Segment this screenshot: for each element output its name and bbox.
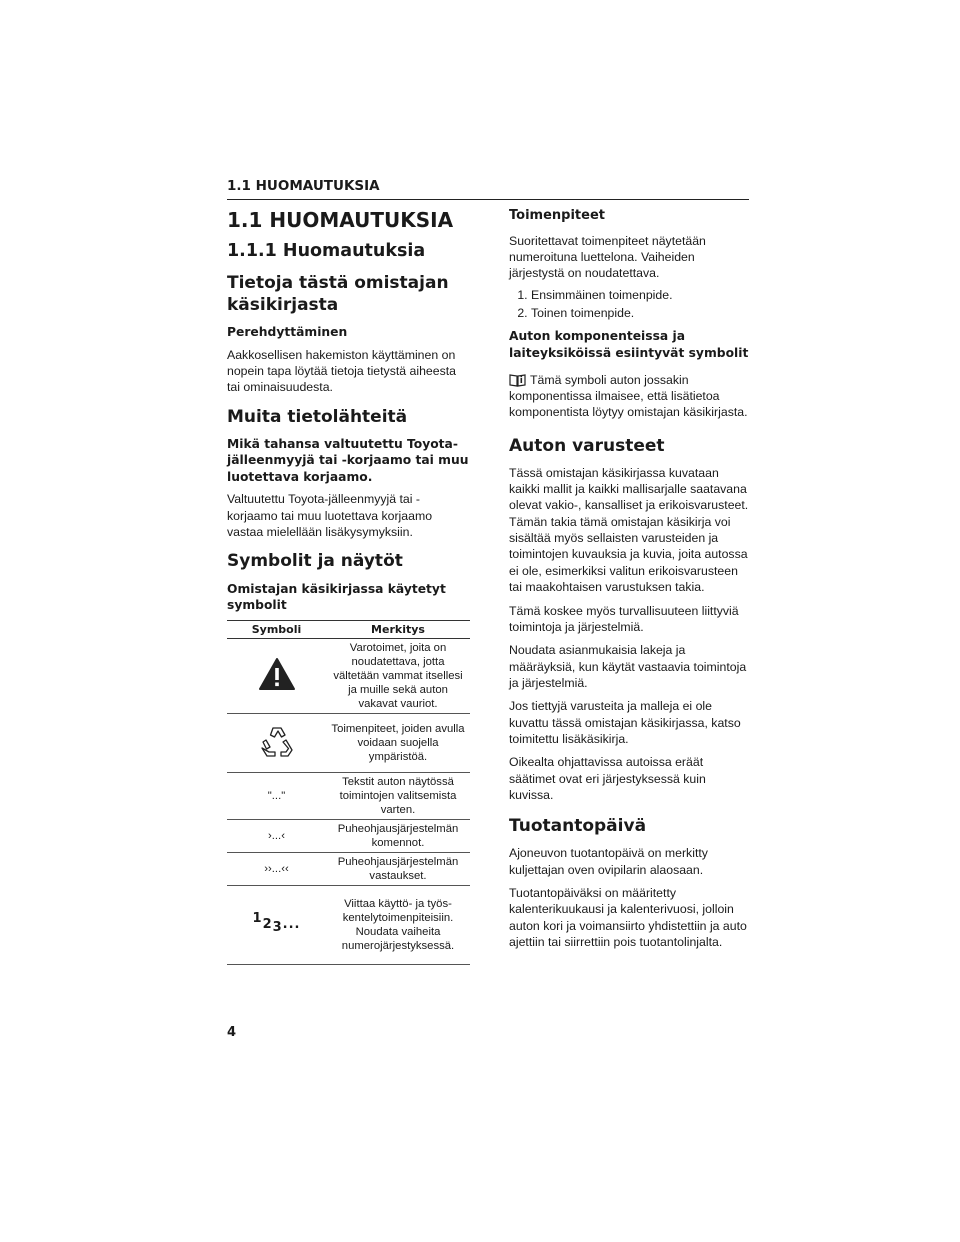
table-cell-meaning: Toimenpiteet, joiden avulla voidaan suojella ympäristöä. xyxy=(326,713,470,772)
steps-text: Suoritettavat toimenpiteet näytetään numeroituna luettelona. Vaiheiden järjestystä on noudatettava. xyxy=(509,233,706,281)
equipment-heading: Auton varusteet xyxy=(509,435,665,456)
table-cell-symbol: "..." xyxy=(227,772,326,819)
step-numbers-icon: 123... xyxy=(252,910,301,935)
steps-heading: Toimenpiteet xyxy=(509,208,605,223)
running-header: 1.1 HUOMAUTUKSIA xyxy=(227,178,749,200)
table-cell-symbol: ››...‹‹ xyxy=(227,852,326,885)
symbols-table xyxy=(227,620,470,965)
production-text-2: Tuotantopäiväksi on määritetty kalenterikuukausi ja kalenterivuosi, jolloin auton kori ja voimansiirto yhdistettiin ja auto ajettiin tai siirrettiin pois tuotantolinjalta. xyxy=(509,886,747,950)
table-cell-symbol: ›...‹ xyxy=(227,819,326,852)
equipment-text-1: Tässä omistajan käsikirjassa kuvataan kaikki mallit ja kaikki mallisarjalle saatavana olevat vakio-, kansalliset ja erikoisvarusteet. Tämän takia tämä omistajan käsikirja voi sisältää myös sellaisten varusteiden ja toimintojen kuvauksia ja kuvia, joita autossa ei ole, esimerkiksi valitun erikoisvarusteen tai maakohtaisen varustuksen takia. xyxy=(509,465,749,595)
intro-text: Aakkosellisen hakemiston käyttäminen on nopein tapa löytää tietoja tietystä aiheesta tai ominaisuudesta. xyxy=(227,347,457,395)
table-row xyxy=(227,772,470,819)
list-item: 2. Toinen toimenpide. xyxy=(531,304,749,322)
recycle-icon xyxy=(259,723,295,759)
table-row xyxy=(227,885,470,964)
right-column xyxy=(509,207,749,957)
left-column xyxy=(227,207,470,965)
dealer-text: Valtuutettu Toyota-jälleenmyyjä tai -korjaamo tai muu luotettava korjaamo vastaa mielellään lisäkysymyksiin. xyxy=(227,492,433,540)
equipment-text-4: Jos tiettyjä varusteita ja malleja ei ole kuvattu tässä omistajan käsikirjassa, katso toimitettu lisäkäsikirja. xyxy=(509,699,741,746)
col-meaning-header: Merkitys xyxy=(326,620,470,638)
table-cell-meaning: Viittaa käyttö- ja työs-kentelytoimenpiteisiin. Noudata vaiheita numerojärjestyksessä. xyxy=(326,885,470,964)
components-heading: Auton komponenteissa ja laiteyksiköissä esiintyvät symbolit xyxy=(509,329,749,361)
table-row xyxy=(227,638,470,713)
table-cell-meaning: Puheohjausjärjestelmän vastaukset. xyxy=(326,852,470,885)
page-number: 4 xyxy=(227,1025,237,1040)
equipment-text-2: Tämä koskee myös turvallisuuteen liittyviä toimintoja ja järjestelmiä. xyxy=(509,603,739,634)
sources-heading: Muita tietolähteitä xyxy=(227,406,408,427)
table-cell-symbol xyxy=(227,713,326,772)
steps-list xyxy=(509,286,749,323)
table-cell-symbol xyxy=(227,638,326,713)
dealer-heading: Mikä tahansa valtuutettu Toyota-jälleenmyyjä tai -korjaamo tai muu luotettava korjaamo. xyxy=(227,436,469,484)
production-heading: Tuotantopäivä xyxy=(509,816,647,837)
warning-triangle-icon xyxy=(258,657,296,691)
table-row xyxy=(227,713,470,772)
equipment-text-3: Noudata asianmukaisia lakeja ja määräyksiä, kun käytät vastaavia toimintoja ja järjestelmiä. xyxy=(509,643,747,690)
table-cell-meaning: Varotoimet, joita on noudatettava, jotta vältetään vammat itsellesi ja muille sekä auton vakavat vauriot. xyxy=(326,638,470,713)
table-row xyxy=(227,852,470,885)
equipment-text-5: Oikealta ohjattavissa autoissa eräät säätimet ovat eri järjestyksessä kuin kuvissa. xyxy=(509,755,706,802)
intro-heading: Perehdyttäminen xyxy=(227,324,348,339)
symbols-subheading: Omistajan käsikirjassa käytetyt symbolit xyxy=(227,581,446,613)
production-text-1: Ajoneuvon tuotantopäivä on merkitty kuljettajan oven ovipilarin alaosaan. xyxy=(509,846,708,877)
manual-book-icon xyxy=(509,373,526,387)
table-cell-meaning: Puheohjausjärjestelmän komennot. xyxy=(326,819,470,852)
chapter-title: 1.1 HUOMAUTUKSIA xyxy=(227,208,454,232)
table-row xyxy=(227,819,470,852)
table-header-row xyxy=(227,620,470,638)
list-item: 1. Ensimmäinen toimenpide. xyxy=(531,286,749,304)
components-text: Tämä symboli auton jossakin komponentissa ilmaisee, että lisätietoa komponentista löytyy omistajan käsikirjasta. xyxy=(509,372,748,420)
symbols-heading: Symbolit ja näytöt xyxy=(227,551,403,572)
section-title: 1.1.1 Huomautuksia xyxy=(227,241,426,261)
about-heading: Tietoja tästä omistajan käsikirjasta xyxy=(227,272,449,315)
components-text-para xyxy=(509,372,749,421)
table-cell-symbol xyxy=(227,885,326,964)
col-symbol-header: Symboli xyxy=(227,620,326,638)
table-cell-meaning: Tekstit auton näytössä toimintojen valitsemista varten. xyxy=(326,772,470,819)
